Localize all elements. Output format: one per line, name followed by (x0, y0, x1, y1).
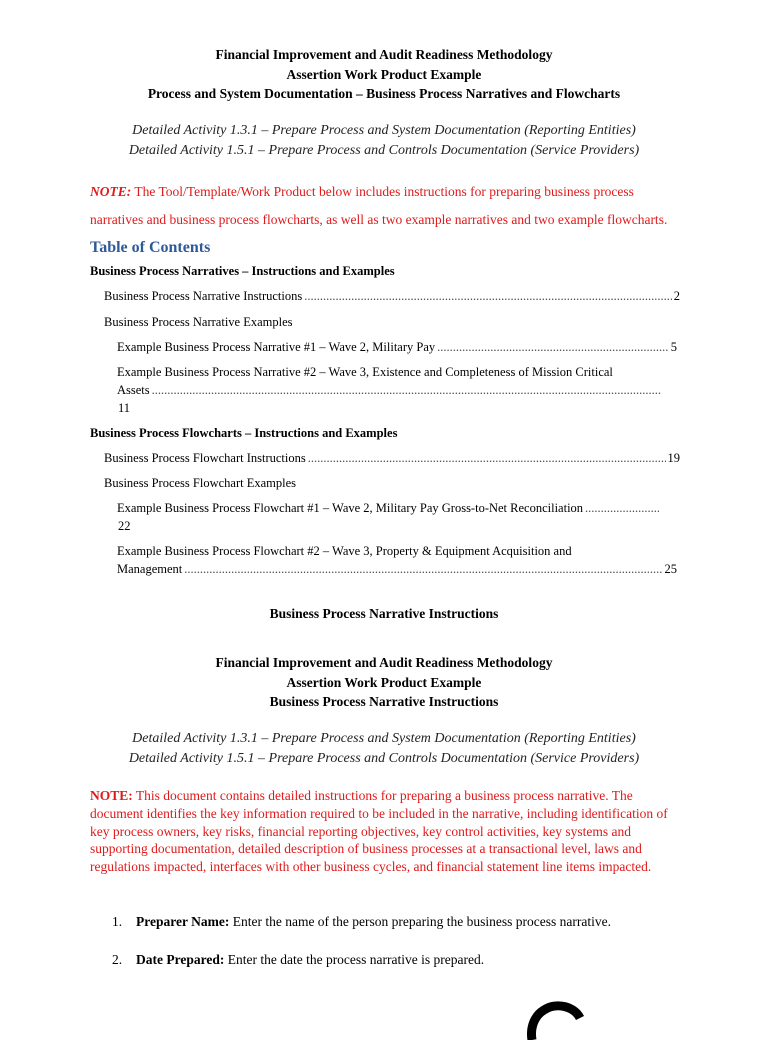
header-title-line: Financial Improvement and Audit Readiness Methodology (215, 47, 553, 62)
toc-leader-dots (184, 560, 662, 578)
toc-entry[interactable] (104, 287, 680, 305)
note-label: NOTE: (90, 788, 133, 803)
logo-mark-icon (518, 1000, 588, 1040)
activity-line: Detailed Activity 1.5.1 – Prepare Process and Controls Documentation (Service Providers) (128, 751, 640, 766)
toc-leader-dots (585, 499, 659, 517)
toc-heading-link[interactable]: Business Process Flowcharts – Instructions and Examples (90, 426, 398, 440)
header-title-line: Financial Improvement and Audit Readiness Methodology (215, 655, 553, 670)
toc-entry[interactable] (117, 338, 677, 356)
toc-page-number: 25 (664, 562, 677, 576)
document-header (0, 653, 768, 712)
toc-entry-label: Example Business Process Flowchart #1 – Wave 2, Military Pay Gross-to-Net Reconciliation (117, 501, 584, 515)
toc-leader-dots (304, 287, 672, 305)
step-text: Enter the date the process narrative is prepared. (224, 952, 485, 967)
toc-page-number: 2 (673, 289, 680, 303)
toc-leader-dots (152, 381, 661, 399)
document-header (0, 45, 768, 104)
toc-entry[interactable] (117, 542, 677, 578)
header-subtitle-line: Assertion Work Product Example (286, 66, 482, 82)
header-topic-line: Business Process Narrative Instructions (269, 694, 499, 709)
activity-line: Detailed Activity 1.3.1 – Prepare Process and System Documentation (Reporting Entities) (132, 123, 636, 138)
activity-line: Detailed Activity 1.5.1 – Prepare Process and Controls Documentation (Service Providers) (128, 143, 640, 158)
note-paragraph (90, 787, 680, 876)
step-text: Enter the name of the person preparing the business process narrative. (229, 914, 611, 929)
toc-entry-label: Example Business Process Narrative #1 – Wave 2, Military Pay (117, 340, 436, 354)
toc-entry-label: Business Process Narrative Instructions (104, 289, 303, 303)
toc-entry-label: Business Process Narrative Examples (104, 315, 293, 329)
instruction-step (112, 914, 611, 930)
toc-page-number: 5 (670, 340, 677, 354)
section-title: Business Process Narrative Instructions (269, 606, 499, 621)
activity-line: Detailed Activity 1.3.1 – Prepare Process and System Documentation (Reporting Entities) (132, 731, 636, 746)
note-text: This document contains detailed instructions for preparing a business process narrative. The document identifies the key information required to be included in the narrative, including identification of key process owners, key risks, financial reporting objectives, key control activities, key systems and supporting documentation, detailed description of business processes at a transactional level, laws and regulations impacted, interfaces with other business cycles, and financial statement line items impacted. (90, 788, 668, 875)
toc-entry-label: Example Business Process Flowchart #2 – Wave 3, Property & Equipment Acquisition and (117, 544, 572, 558)
toc-title: Table of Contents (90, 239, 211, 256)
step-label: Preparer Name: (136, 914, 230, 929)
toc-entry[interactable] (104, 474, 296, 492)
toc-entry-label: Management (117, 562, 183, 576)
toc-entry[interactable] (104, 313, 293, 331)
note-text: The Tool/Template/Work Product below includes instructions for preparing business process narratives and business process flowcharts, as well as two example narratives and two example flowcharts. (90, 184, 668, 227)
instruction-step (112, 952, 484, 968)
toc-page-number: 22 (118, 519, 131, 533)
detailed-activities (0, 121, 768, 161)
detailed-activities (0, 729, 768, 769)
toc-entry-label: Assets (117, 383, 150, 397)
step-number: 2. (112, 952, 123, 967)
toc-entry[interactable] (117, 499, 663, 535)
step-label: Date Prepared: (136, 952, 225, 967)
note-paragraph (90, 178, 690, 262)
toc-entry-label: Business Process Flowchart Instructions (104, 451, 306, 465)
toc-entry-label: Business Process Flowchart Examples (104, 476, 296, 490)
header-topic-line: Process and System Documentation – Business Process Narratives and Flowcharts (147, 86, 621, 101)
toc-entry[interactable] (104, 449, 680, 467)
toc-leader-dots (437, 338, 669, 356)
toc-entry[interactable] (117, 363, 677, 417)
header-subtitle-line: Assertion Work Product Example (286, 674, 482, 690)
step-number: 1. (112, 914, 123, 929)
toc-leader-dots (308, 449, 666, 467)
toc-page-number: 11 (118, 401, 131, 415)
toc-heading-link[interactable]: Business Process Narratives – Instructions and Examples (90, 264, 395, 278)
toc-page-number: 19 (667, 451, 680, 465)
toc-entry-label: Example Business Process Narrative #2 – Wave 3, Existence and Completeness of Mission Critical (117, 365, 613, 379)
note-label: NOTE: (90, 184, 132, 199)
